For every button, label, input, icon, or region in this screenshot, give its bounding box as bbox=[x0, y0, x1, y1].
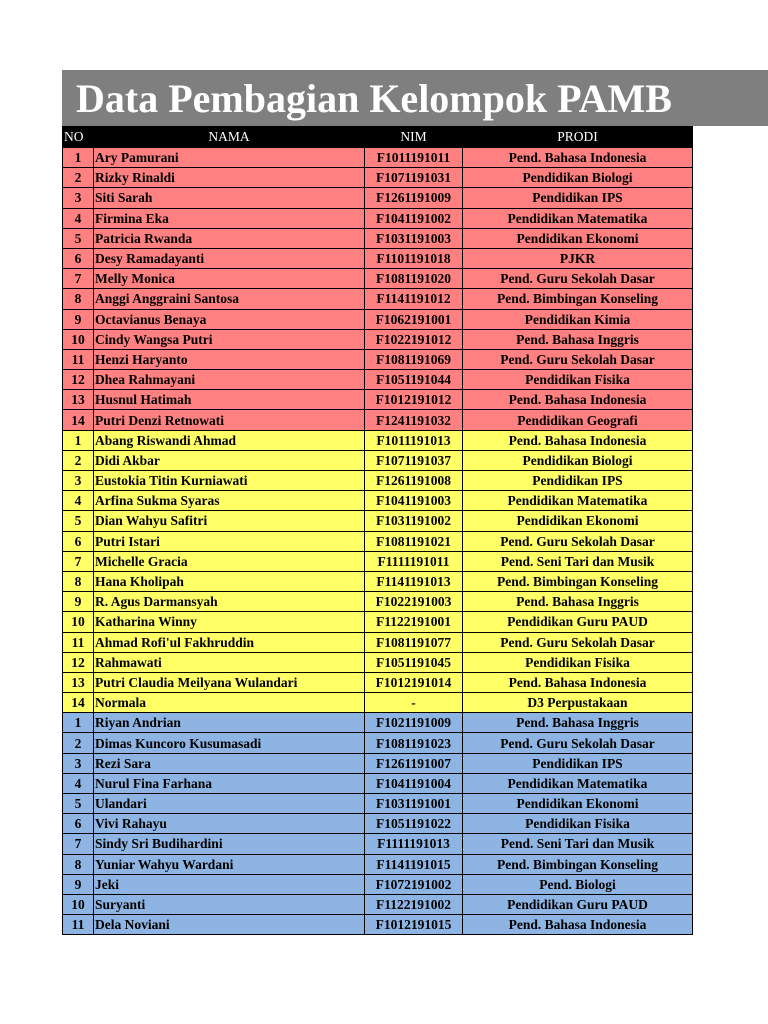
row-nama: Dian Wahyu Safitri bbox=[94, 511, 365, 531]
row-prodi: Pend. Bimbingan Konseling bbox=[463, 571, 693, 591]
row-prodi: PJKR bbox=[463, 248, 693, 268]
row-nama: Ulandari bbox=[94, 794, 365, 814]
row-prodi: Pend. Bahasa Indonesia bbox=[463, 390, 693, 410]
row-no: 10 bbox=[63, 612, 94, 632]
table-row bbox=[63, 672, 693, 692]
row-prodi: Pendidikan IPS bbox=[463, 753, 693, 773]
row-no: 5 bbox=[63, 228, 94, 248]
row-nama: Nurul Fina Farhana bbox=[94, 773, 365, 793]
row-nim: F1081191069 bbox=[365, 349, 463, 369]
row-nim: F1051191022 bbox=[365, 814, 463, 834]
row-no: 6 bbox=[63, 531, 94, 551]
row-nama: Cindy Wangsa Putri bbox=[94, 329, 365, 349]
row-prodi: Pend. Bahasa Indonesia bbox=[463, 672, 693, 692]
row-no: 9 bbox=[63, 309, 94, 329]
row-nim: F1012191014 bbox=[365, 672, 463, 692]
table-row bbox=[63, 491, 693, 511]
row-nim: F1111191013 bbox=[365, 834, 463, 854]
table-row bbox=[63, 632, 693, 652]
row-nim: F1012191015 bbox=[365, 915, 463, 935]
row-no: 1 bbox=[63, 713, 94, 733]
member-table bbox=[62, 126, 693, 935]
row-nama: Putri Claudia Meilyana Wulandari bbox=[94, 672, 365, 692]
row-prodi: Pendidikan Biologi bbox=[463, 168, 693, 188]
row-nama: Michelle Gracia bbox=[94, 551, 365, 571]
row-nim: F1022191012 bbox=[365, 329, 463, 349]
row-nim: F1071191031 bbox=[365, 168, 463, 188]
row-prodi: Pendidikan Matematika bbox=[463, 208, 693, 228]
row-nama: Jeki bbox=[94, 874, 365, 894]
row-nama: Normala bbox=[94, 693, 365, 713]
row-no: 12 bbox=[63, 370, 94, 390]
row-nim: F1122191001 bbox=[365, 612, 463, 632]
row-no: 14 bbox=[63, 410, 94, 430]
row-no: 3 bbox=[63, 188, 94, 208]
table-header-row bbox=[63, 127, 693, 148]
row-nim: F1051191045 bbox=[365, 652, 463, 672]
row-no: 11 bbox=[63, 349, 94, 369]
row-nim: F1141191013 bbox=[365, 571, 463, 591]
row-nama: Suryanti bbox=[94, 894, 365, 914]
row-prodi: Pend. Guru Sekolah Dasar bbox=[463, 632, 693, 652]
row-no: 3 bbox=[63, 753, 94, 773]
row-nama: Desy Ramadayanti bbox=[94, 248, 365, 268]
table-row bbox=[63, 592, 693, 612]
table-row bbox=[63, 248, 693, 268]
table-row bbox=[63, 349, 693, 369]
row-prodi: Pend. Guru Sekolah Dasar bbox=[463, 733, 693, 753]
table-row bbox=[63, 773, 693, 793]
row-nim: F1072191002 bbox=[365, 874, 463, 894]
row-prodi: Pend. Bimbingan Konseling bbox=[463, 289, 693, 309]
row-prodi: Pend. Guru Sekolah Dasar bbox=[463, 269, 693, 289]
row-prodi: Pend. Bimbingan Konseling bbox=[463, 854, 693, 874]
row-prodi: Pendidikan Ekonomi bbox=[463, 228, 693, 248]
table-row bbox=[63, 188, 693, 208]
row-nim: F1122191002 bbox=[365, 894, 463, 914]
table-row bbox=[63, 693, 693, 713]
row-no: 2 bbox=[63, 450, 94, 470]
row-nim: F1041191002 bbox=[365, 208, 463, 228]
row-no: 7 bbox=[63, 551, 94, 571]
table-row bbox=[63, 148, 693, 168]
row-nama: Henzi Haryanto bbox=[94, 349, 365, 369]
row-nim: F1241191032 bbox=[365, 410, 463, 430]
row-nim: F1062191001 bbox=[365, 309, 463, 329]
row-nim: F1051191044 bbox=[365, 370, 463, 390]
table-row bbox=[63, 410, 693, 430]
table-row bbox=[63, 814, 693, 834]
row-nama: Putri Denzi Retnowati bbox=[94, 410, 365, 430]
row-nama: Sindy Sri Budihardini bbox=[94, 834, 365, 854]
table-row bbox=[63, 652, 693, 672]
table-row bbox=[63, 168, 693, 188]
table-row bbox=[63, 289, 693, 309]
row-prodi: Pend. Biologi bbox=[463, 874, 693, 894]
row-nama: Didi Akbar bbox=[94, 450, 365, 470]
header-nim: NIM bbox=[365, 127, 463, 148]
row-nama: Rizky Rinaldi bbox=[94, 168, 365, 188]
row-nim: F1081191020 bbox=[365, 269, 463, 289]
row-no: 8 bbox=[63, 854, 94, 874]
row-nama: Husnul Hatimah bbox=[94, 390, 365, 410]
row-nama: Eustokia Titin Kurniawati bbox=[94, 471, 365, 491]
row-nim: F1141191015 bbox=[365, 854, 463, 874]
row-nim: F1031191001 bbox=[365, 794, 463, 814]
row-prodi: Pendidikan Fisika bbox=[463, 814, 693, 834]
table-row bbox=[63, 531, 693, 551]
row-nama: R. Agus Darmansyah bbox=[94, 592, 365, 612]
row-prodi: Pendidikan Matematika bbox=[463, 491, 693, 511]
row-prodi: Pend. Bahasa Inggris bbox=[463, 592, 693, 612]
row-no: 7 bbox=[63, 834, 94, 854]
row-nama: Arfina Sukma Syaras bbox=[94, 491, 365, 511]
row-no: 12 bbox=[63, 652, 94, 672]
row-nama: Putri Istari bbox=[94, 531, 365, 551]
row-nim: F1022191003 bbox=[365, 592, 463, 612]
row-no: 6 bbox=[63, 814, 94, 834]
table-row bbox=[63, 915, 693, 935]
table-row bbox=[63, 794, 693, 814]
row-prodi: Pend. Bahasa Inggris bbox=[463, 713, 693, 733]
header-nama: NAMA bbox=[94, 127, 365, 148]
table-row bbox=[63, 228, 693, 248]
row-no: 4 bbox=[63, 491, 94, 511]
table-row bbox=[63, 834, 693, 854]
row-nama: Yuniar Wahyu Wardani bbox=[94, 854, 365, 874]
row-no: 13 bbox=[63, 672, 94, 692]
row-prodi: Pendidikan IPS bbox=[463, 471, 693, 491]
row-nim: F1111191011 bbox=[365, 551, 463, 571]
table-row bbox=[63, 571, 693, 591]
row-no: 11 bbox=[63, 915, 94, 935]
table-row bbox=[63, 612, 693, 632]
row-nim: F1041191003 bbox=[365, 491, 463, 511]
row-prodi: Pendidikan Geografi bbox=[463, 410, 693, 430]
table-row bbox=[63, 329, 693, 349]
table-row bbox=[63, 874, 693, 894]
row-no: 10 bbox=[63, 894, 94, 914]
row-prodi: Pendidikan Fisika bbox=[463, 652, 693, 672]
row-prodi: Pendidikan Fisika bbox=[463, 370, 693, 390]
row-no: 1 bbox=[63, 148, 94, 168]
row-nama: Hana Kholipah bbox=[94, 571, 365, 591]
row-nama: Patricia Rwanda bbox=[94, 228, 365, 248]
row-no: 8 bbox=[63, 289, 94, 309]
row-nim: F1081191021 bbox=[365, 531, 463, 551]
row-prodi: Pend. Guru Sekolah Dasar bbox=[463, 349, 693, 369]
row-nim: F1081191077 bbox=[365, 632, 463, 652]
row-nim: - bbox=[365, 693, 463, 713]
row-nama: Vivi Rahayu bbox=[94, 814, 365, 834]
row-no: 9 bbox=[63, 592, 94, 612]
row-nim: F1261191007 bbox=[365, 753, 463, 773]
table-row bbox=[63, 471, 693, 491]
row-prodi: Pend. Guru Sekolah Dasar bbox=[463, 531, 693, 551]
row-no: 2 bbox=[63, 168, 94, 188]
row-nim: F1011191013 bbox=[365, 430, 463, 450]
row-no: 10 bbox=[63, 329, 94, 349]
page-title: Data Pembagian Kelompok PAMB bbox=[76, 76, 672, 121]
row-nama: Dimas Kuncoro Kusumasadi bbox=[94, 733, 365, 753]
row-nama: Melly Monica bbox=[94, 269, 365, 289]
row-nama: Siti Sarah bbox=[94, 188, 365, 208]
row-nama: Octavianus Benaya bbox=[94, 309, 365, 329]
row-prodi: Pend. Seni Tari dan Musik bbox=[463, 551, 693, 571]
row-prodi: Pend. Bahasa Inggris bbox=[463, 329, 693, 349]
header-prodi: PRODI bbox=[463, 127, 693, 148]
row-no: 5 bbox=[63, 794, 94, 814]
row-no: 14 bbox=[63, 693, 94, 713]
row-nama: Katharina Winny bbox=[94, 612, 365, 632]
row-prodi: D3 Perpustakaan bbox=[463, 693, 693, 713]
row-prodi: Pend. Bahasa Indonesia bbox=[463, 148, 693, 168]
table-body bbox=[63, 148, 693, 935]
row-nama: Ahmad Rofi'ul Fakhruddin bbox=[94, 632, 365, 652]
row-prodi: Pendidikan IPS bbox=[463, 188, 693, 208]
row-no: 4 bbox=[63, 773, 94, 793]
table-row bbox=[63, 370, 693, 390]
row-no: 4 bbox=[63, 208, 94, 228]
row-prodi: Pendidikan Matematika bbox=[463, 773, 693, 793]
row-nama: Dhea Rahmayani bbox=[94, 370, 365, 390]
table-row bbox=[63, 269, 693, 289]
row-nama: Firmina Eka bbox=[94, 208, 365, 228]
row-prodi: Pendidikan Ekonomi bbox=[463, 511, 693, 531]
table-row bbox=[63, 511, 693, 531]
row-prodi: Pendidikan Guru PAUD bbox=[463, 612, 693, 632]
row-nama: Riyan Andrian bbox=[94, 713, 365, 733]
table-row bbox=[63, 894, 693, 914]
row-prodi: Pend. Bahasa Indonesia bbox=[463, 430, 693, 450]
table-row bbox=[63, 551, 693, 571]
row-no: 5 bbox=[63, 511, 94, 531]
row-nim: F1011191011 bbox=[365, 148, 463, 168]
row-nim: F1031191002 bbox=[365, 511, 463, 531]
row-prodi: Pendidikan Kimia bbox=[463, 309, 693, 329]
row-nama: Anggi Anggraini Santosa bbox=[94, 289, 365, 309]
table-row bbox=[63, 854, 693, 874]
row-no: 11 bbox=[63, 632, 94, 652]
row-prodi: Pend. Seni Tari dan Musik bbox=[463, 834, 693, 854]
row-no: 6 bbox=[63, 248, 94, 268]
row-nama: Ary Pamurani bbox=[94, 148, 365, 168]
row-nim: F1261191008 bbox=[365, 471, 463, 491]
row-nim: F1081191023 bbox=[365, 733, 463, 753]
row-no: 1 bbox=[63, 430, 94, 450]
row-nim: F1141191012 bbox=[365, 289, 463, 309]
table-row bbox=[63, 390, 693, 410]
row-nama: Rahmawati bbox=[94, 652, 365, 672]
row-prodi: Pend. Bahasa Indonesia bbox=[463, 915, 693, 935]
table-row bbox=[63, 753, 693, 773]
row-prodi: Pendidikan Guru PAUD bbox=[463, 894, 693, 914]
row-nim: F1041191004 bbox=[365, 773, 463, 793]
header-no: NO bbox=[63, 127, 94, 148]
table-row bbox=[63, 309, 693, 329]
row-nama: Dela Noviani bbox=[94, 915, 365, 935]
row-no: 3 bbox=[63, 471, 94, 491]
table-row bbox=[63, 430, 693, 450]
table-row bbox=[63, 733, 693, 753]
row-no: 9 bbox=[63, 874, 94, 894]
row-prodi: Pendidikan Biologi bbox=[463, 450, 693, 470]
table-row bbox=[63, 713, 693, 733]
row-nama: Rezi Sara bbox=[94, 753, 365, 773]
title-banner bbox=[62, 70, 768, 126]
row-no: 8 bbox=[63, 571, 94, 591]
row-prodi: Pendidikan Ekonomi bbox=[463, 794, 693, 814]
row-no: 13 bbox=[63, 390, 94, 410]
row-no: 2 bbox=[63, 733, 94, 753]
row-nim: F1031191003 bbox=[365, 228, 463, 248]
row-nama: Abang Riswandi Ahmad bbox=[94, 430, 365, 450]
row-nim: F1012191012 bbox=[365, 390, 463, 410]
row-nim: F1261191009 bbox=[365, 188, 463, 208]
table-row bbox=[63, 450, 693, 470]
row-no: 7 bbox=[63, 269, 94, 289]
row-nim: F1071191037 bbox=[365, 450, 463, 470]
table-row bbox=[63, 208, 693, 228]
row-nim: F1021191009 bbox=[365, 713, 463, 733]
row-nim: F1101191018 bbox=[365, 248, 463, 268]
